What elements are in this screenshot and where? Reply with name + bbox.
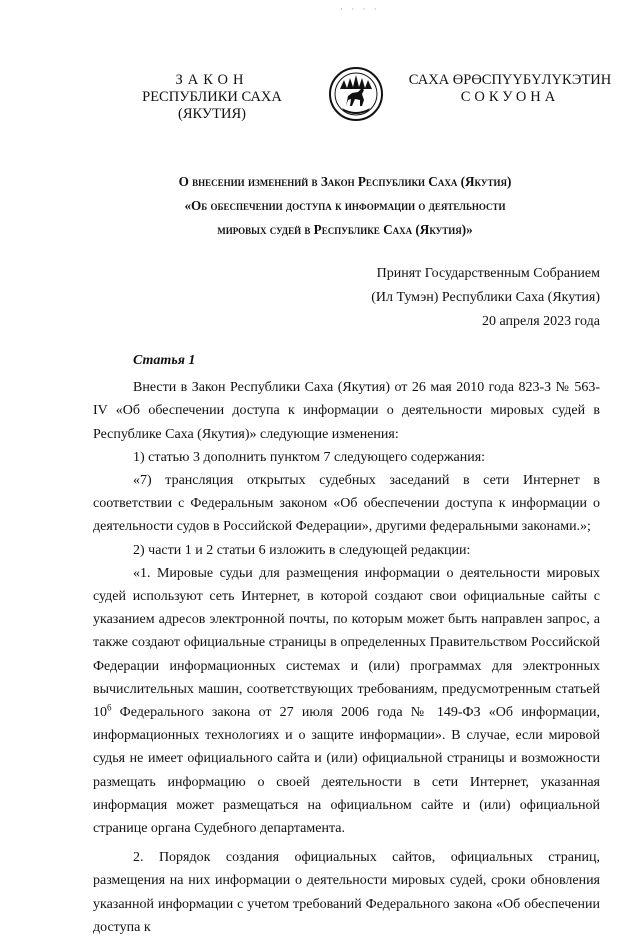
- article-heading: Статья 1: [133, 353, 196, 368]
- header-left-line2: РЕСПУБЛИКИ САХА (ЯКУТИЯ): [142, 89, 282, 122]
- paragraph-item-1: 1) статью 3 дополнить пунктом 7 следующего содержания:: [133, 449, 486, 465]
- paragraph-intro: Внести в Закон Республики Саха (Якутия) от 26 мая 2010 года 823-З № 563-IV «Об обеспечении доступа к информации о деятельности мировых судей в Республике Саха (Якутия)» следующие изменения:: [93, 380, 600, 442]
- adopted-line2: (Ил Тумэн) Республики Саха (Якутия): [371, 290, 600, 305]
- adopted-line1: Принят Государственным Собранием: [376, 266, 600, 281]
- scan-dots: · · · ·: [340, 4, 380, 14]
- law-title: [90, 170, 600, 242]
- coat-of-arms-emblem: [328, 66, 384, 122]
- paragraph-part-2: 2. Порядок создания официальных сайтов, официальных страниц, размещения на них информации о деятельности мировых судей, сроки обновления указанной информации с учетом требований Федерального закона «Об обеспечении доступа к: [93, 850, 600, 935]
- part-1-text-b: Федерального закона от 27 июля 2006 года № 149-ФЗ «Об информации, информационных технологиях и о защите информации». В случае, если мировой судья не имеет официального сайта и (или) официальной страницы и возможности размещать информацию о своей деятельности в сети Интернет, указанная информация может размещаться на официальном сайте и (или) официальной странице органа Судебного департамента.: [93, 705, 600, 837]
- part-1-text-a: «1. Мировые судьи для размещения информации о деятельности мировых судей используют сеть Интернет, в которой создают свои официальные сайты с указанием адресов электронной почты, по которым может быть направлен запрос, а также создают официальные страницы в определенных Правительством Российской Федерации информационных системах и (или) программах для электронных вычислительных машин, соответствующих требованиям, предусмотренным статьей 10: [93, 565, 600, 721]
- header-right: [408, 72, 612, 106]
- title-line2: «Об обеспечении доступа к информации о деятельности: [184, 198, 506, 213]
- header-right-line1: САХА ӨРӨСПҮҮБҮЛҮКЭТИН: [408, 72, 612, 88]
- title-line1: О внесении изменений в Закон Республики Саха (Якутия): [178, 174, 512, 189]
- header-left: [112, 72, 312, 123]
- header-right-line2: СОКУОНА: [460, 89, 560, 105]
- paragraph-item-7: «7) трансляция открытых судебных заседаний в сети Интернет в соответствии с Федеральным законом «Об обеспечении доступа к информации о деятельности судов в Российской Федерации», другими федеральными законами.»;: [93, 473, 600, 535]
- header-left-line1: ЗАКОН: [175, 72, 249, 88]
- article-body: [93, 349, 600, 939]
- part-1-superscript: 6: [107, 702, 112, 713]
- adopted-line3: 20 апреля 2023 года: [482, 314, 600, 329]
- adoption-note: [371, 262, 600, 334]
- paragraph-part-1: [93, 562, 600, 840]
- paragraph-item-2: 2) части 1 и 2 статьи 6 изложить в следующей редакции:: [133, 542, 471, 558]
- title-line3: мировых судей в Республике Саха (Якутия)»: [217, 222, 473, 237]
